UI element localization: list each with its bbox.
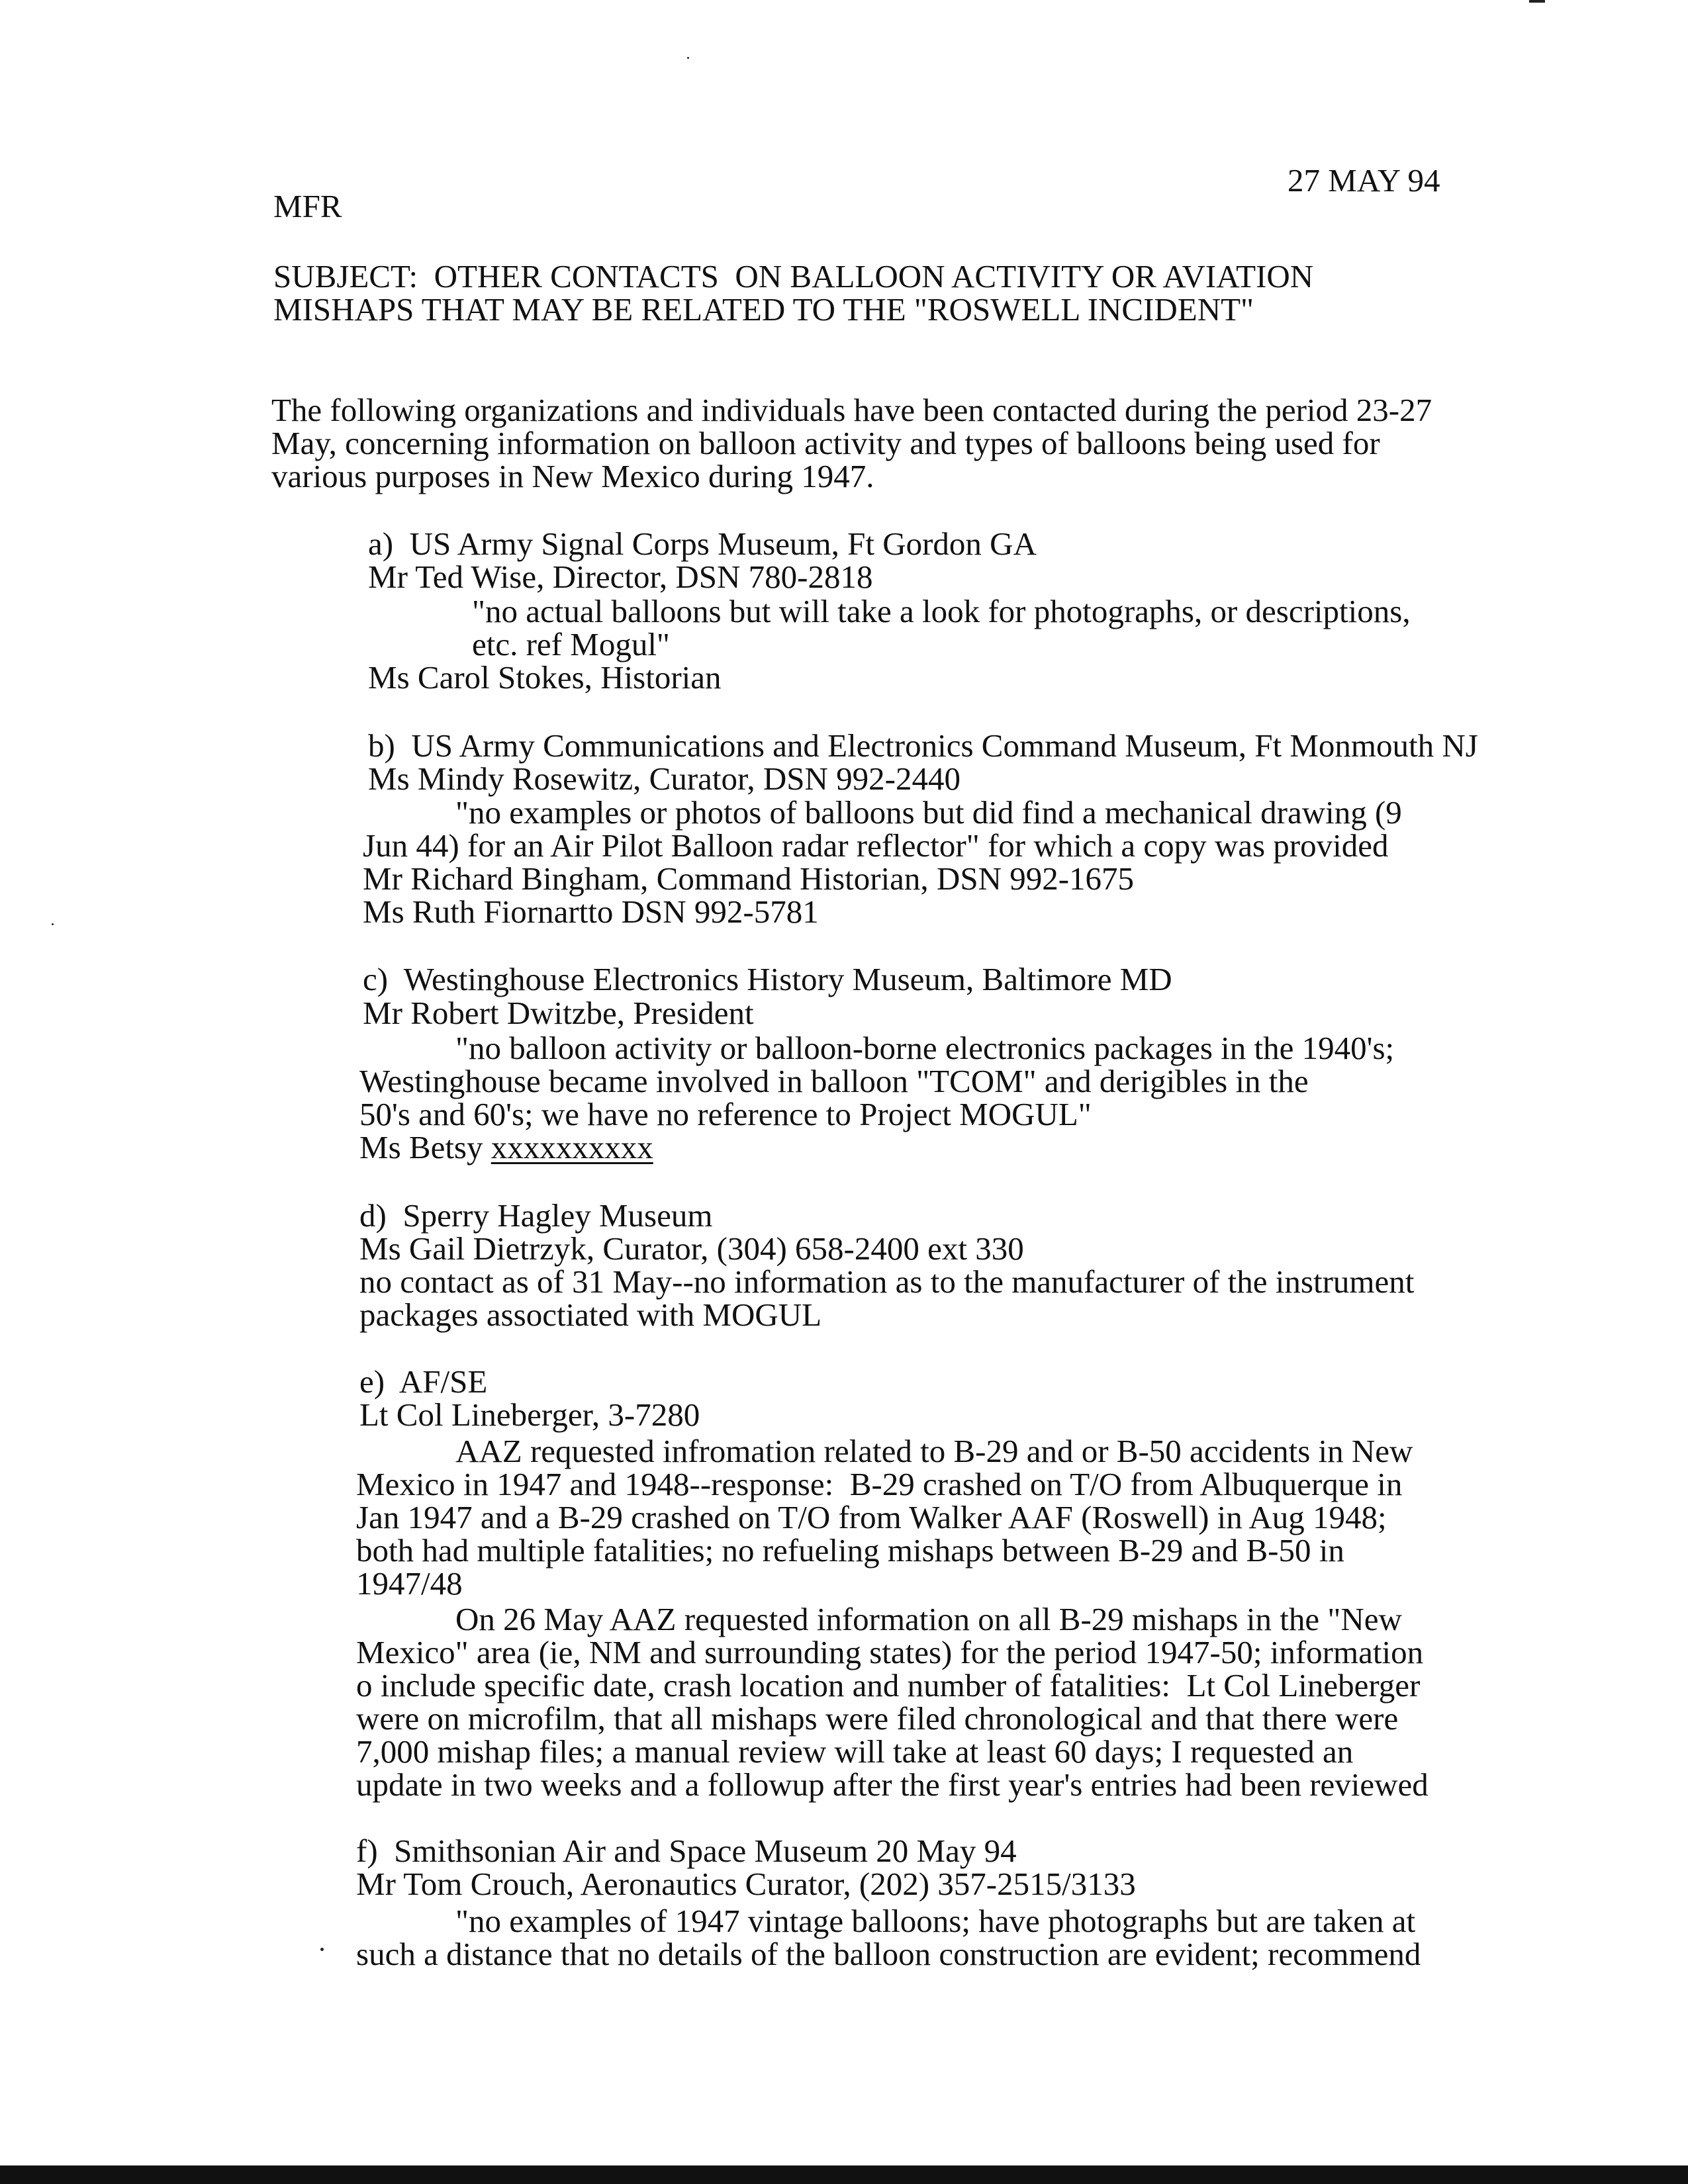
entry-e-line-12: 7,000 mishap files; a manual review will take at least 60 days; I requested an [356, 1733, 1354, 1770]
entry-c-redacted-name: xxxxxxxxxx [491, 1129, 653, 1165]
scan-edge-mark [1529, 0, 1545, 3]
scan-speck [320, 1948, 324, 1951]
entry-e-heading: e) AF/SE [359, 1363, 488, 1400]
subject-line-1: SUBJECT: OTHER CONTACTS ON BALLOON ACTIVITY OR AVIATION [273, 258, 1314, 295]
entry-e-line-9: Mexico" area (ie, NM and surrounding states) for the period 1947-50; information [356, 1634, 1424, 1670]
entry-e-line-5: Jan 1947 and a B-29 crashed on T/O from Walker AAF (Roswell) in Aug 1948; [356, 1499, 1387, 1535]
entry-b-line-3: "no examples or photos of balloons but did find a mechanical drawing (9 [455, 794, 1402, 831]
entry-e-line-13: update in two weeks and a followup after the first year's entries had been reviewed [356, 1766, 1429, 1803]
entry-c-line-2: Mr Robert Dwitzbe, President [363, 995, 754, 1031]
entry-a-heading: a) US Army Signal Corps Museum, Ft Gordon GA [368, 525, 1037, 562]
entry-e-line-11: were on microfilm, that all mishaps were filed chronological and that there were [356, 1700, 1399, 1737]
entry-b-line-5: Mr Richard Bingham, Command Historian, DSN 992-1675 [363, 860, 1135, 897]
entry-c-line-5: 50's and 60's; we have no reference to Project MOGUL" [359, 1096, 1092, 1132]
entry-c-line-3: "no balloon activity or balloon-borne electronics packages in the 1940's; [455, 1030, 1395, 1066]
entry-f-line-3: "no examples of 1947 vintage balloons; have photographs but are taken at [455, 1903, 1416, 1939]
entry-e-line-8: On 26 May AAZ requested information on all B-29 mishaps in the "New [455, 1601, 1402, 1637]
entry-b-line-4: Jun 44) for an Air Pilot Balloon radar reflector" for which a copy was provided [363, 827, 1389, 864]
memo-date: 27 MAY 94 [1288, 162, 1440, 199]
entry-d-line-3: no contact as of 31 May--no information as to the manufacturer of the instrument [359, 1263, 1415, 1300]
scan-speck [52, 923, 54, 925]
entry-e-line-10: o include specific date, crash location and number of fatalities: Lt Col Lineberger [356, 1667, 1421, 1704]
memo-type: MFR [273, 188, 342, 224]
entry-c-contact-prefix: Ms Betsy [359, 1129, 491, 1165]
scan-bottom-border [0, 2165, 1688, 2184]
entry-f-heading: f) Smithsonian Air and Space Museum 20 May 94 [356, 1833, 1017, 1869]
entry-e-line-4: Mexico in 1947 and 1948--response: B-29 crashed on T/O from Albuquerque in [356, 1466, 1403, 1502]
entry-b-line-2: Ms Mindy Rosewitz, Curator, DSN 992-2440 [368, 760, 961, 797]
entry-e-line-2: Lt Col Lineberger, 3-7280 [359, 1396, 700, 1433]
entry-e-line-3: AAZ requested infromation related to B-29 and or B-50 accidents in New [455, 1433, 1413, 1469]
entry-f-line-2: Mr Tom Crouch, Aeronautics Curator, (202) 357-2515/3133 [356, 1866, 1136, 1902]
subject-line-2: MISHAPS THAT MAY BE RELATED TO THE "ROSWELL INCIDENT" [273, 291, 1254, 328]
entry-a-line-2: Mr Ted Wise, Director, DSN 780-2818 [368, 559, 873, 595]
entry-e-line-6: both had multiple fatalities; no refueling mishaps between B-29 and B-50 in [356, 1532, 1344, 1569]
entry-a-line-5: Ms Carol Stokes, Historian [368, 659, 722, 696]
entry-a-line-3: "no actual balloons but will take a look for photographs, or descriptions, [472, 593, 1411, 629]
intro-line-1: The following organizations and individuals have been contacted during the period 23-27 [271, 392, 1432, 428]
entry-c-line-4: Westinghouse became involved in balloon "TCOM" and derigibles in the [359, 1063, 1309, 1099]
entry-d-heading: d) Sperry Hagley Museum [359, 1197, 713, 1234]
entry-c-line-6 [359, 1131, 653, 1163]
entry-d-line-2: Ms Gail Dietrzyk, Curator, (304) 658-2400 ext 330 [359, 1230, 1024, 1267]
entry-b-heading: b) US Army Communications and Electronics Command Museum, Ft Monmouth NJ [368, 727, 1478, 764]
entry-d-line-4: packages assoctiated with MOGUL [359, 1297, 822, 1333]
intro-line-2: May, concerning information on balloon activity and types of balloons being used for [271, 425, 1380, 461]
entry-b-line-6: Ms Ruth Fiornartto DSN 992-5781 [363, 893, 819, 930]
intro-line-3: various purposes in New Mexico during 1947. [271, 458, 874, 494]
scan-speck [687, 57, 689, 59]
entry-f-line-4: such a distance that no details of the balloon construction are evident; recommend [356, 1936, 1421, 1972]
entry-e-line-7: 1947/48 [356, 1565, 463, 1602]
entry-c-heading: c) Westinghouse Electronics History Museum, Baltimore MD [363, 961, 1172, 997]
entry-a-line-4: etc. ref Mogul" [472, 626, 670, 662]
